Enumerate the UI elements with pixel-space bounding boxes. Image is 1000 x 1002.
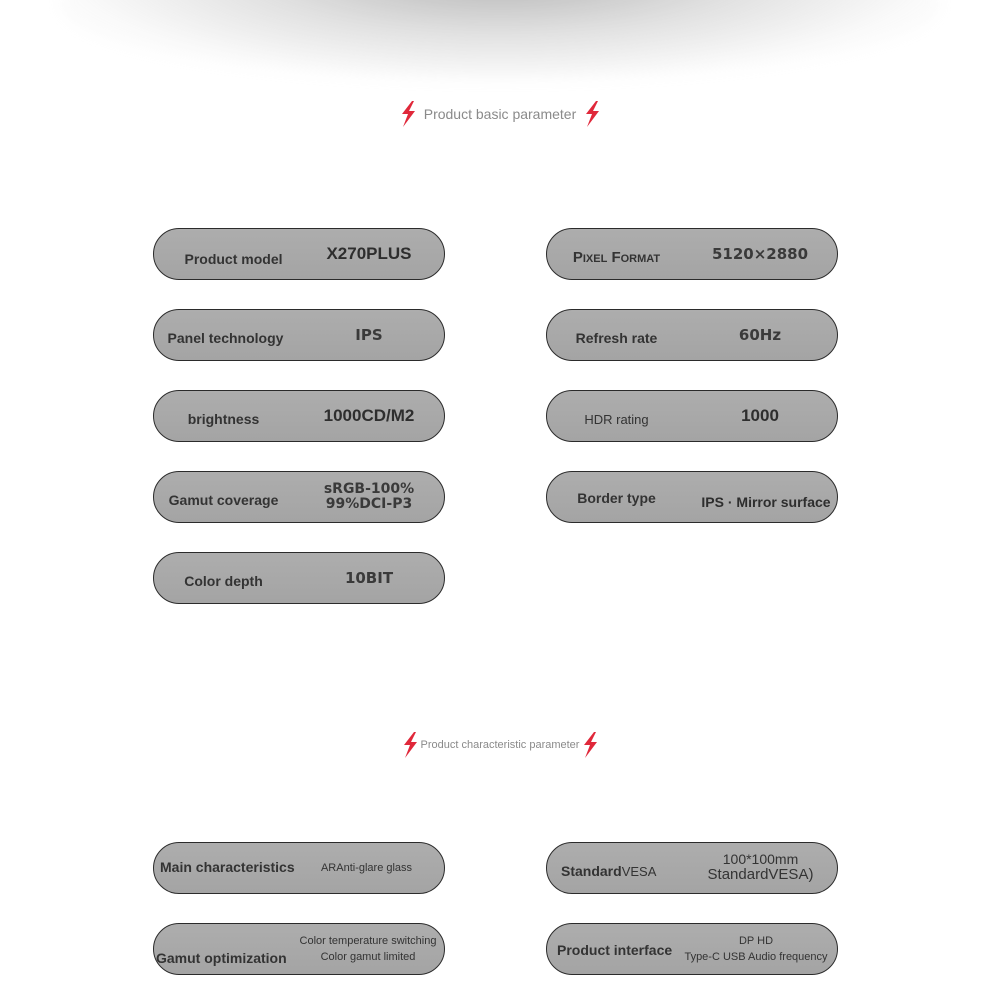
- spec-label-bold: Standard: [561, 863, 622, 880]
- section-title-characteristic-text: Product characteristic parameter: [420, 739, 580, 751]
- spec-value-line: 100*100mm: [722, 851, 799, 868]
- spec-value: 1000CD/M2: [323, 405, 415, 425]
- lightning-bolt-icon: [580, 732, 600, 758]
- spec-label: Main characteristics: [160, 859, 295, 876]
- spec-label: brightness: [187, 411, 260, 428]
- spec-value: [683, 924, 829, 974]
- spec-label: Color depth: [184, 573, 263, 590]
- spec-label: Panel technology: [167, 330, 284, 347]
- spec-label: Product model: [184, 251, 283, 268]
- spec-gamut-optimization: [153, 923, 445, 975]
- spec-value-line: StandardVESA): [707, 866, 814, 884]
- spec-standard-vesa: [546, 842, 838, 894]
- section-title-basic-text: Product basic parameter: [423, 106, 577, 122]
- spec-panel-technology: [153, 309, 445, 361]
- spec-label: HDR rating: [584, 411, 649, 427]
- lightning-bolt-icon: [582, 101, 602, 127]
- spec-label: Refresh rate: [575, 330, 658, 347]
- spec-value: [292, 924, 444, 974]
- spec-value-line: sRGB-100%: [323, 480, 415, 497]
- spec-value-line: 99%DCI-P3: [325, 496, 413, 512]
- spec-value-line: Color temperature switching: [299, 934, 437, 947]
- spec-value: 1000: [741, 405, 779, 425]
- spec-label: Border type: [577, 490, 656, 507]
- spec-label: Product interface: [557, 942, 673, 959]
- spec-product-interface: [546, 923, 838, 975]
- lightning-bolt-icon: [398, 101, 418, 127]
- lightning-bolt-icon: [400, 732, 420, 758]
- spec-value-line: DP HD: [738, 934, 774, 947]
- spec-label-thin: VESA: [621, 863, 657, 879]
- spec-color-depth: [153, 552, 445, 604]
- spec-value: IPS: [355, 325, 383, 344]
- spec-value: 5120×2880: [711, 244, 809, 263]
- spec-product-model: [153, 228, 445, 280]
- spec-gamut-coverage: [153, 471, 445, 523]
- spec-hdr-rating: [546, 390, 838, 442]
- spec-value: 60Hz: [738, 325, 782, 344]
- section-title-characteristic: [0, 731, 1000, 759]
- spec-value: ARAnti-glare glass: [320, 861, 413, 874]
- spec-value: X270PLUS: [326, 243, 412, 263]
- spec-main-characteristics: [153, 842, 445, 894]
- spec-value: [693, 843, 828, 893]
- spec-label: Gamut coverage: [168, 492, 279, 509]
- spec-border-type: [546, 471, 838, 523]
- spec-value: [304, 472, 434, 522]
- spec-value: 10BIT: [344, 568, 394, 587]
- spec-label: [561, 843, 691, 897]
- spec-label: Gamut optimization: [156, 950, 287, 967]
- product-shadow: [60, 0, 940, 80]
- spec-value: IPS · Mirror surface: [701, 494, 831, 511]
- spec-label: Pixel Format: [572, 248, 661, 266]
- spec-brightness: [153, 390, 445, 442]
- spec-value-line: Color gamut limited: [320, 951, 416, 963]
- spec-pixel-format: [546, 228, 838, 280]
- spec-value-line: Type-C USB Audio frequency: [684, 951, 828, 963]
- section-title-basic: [0, 100, 1000, 128]
- spec-refresh-rate: [546, 309, 838, 361]
